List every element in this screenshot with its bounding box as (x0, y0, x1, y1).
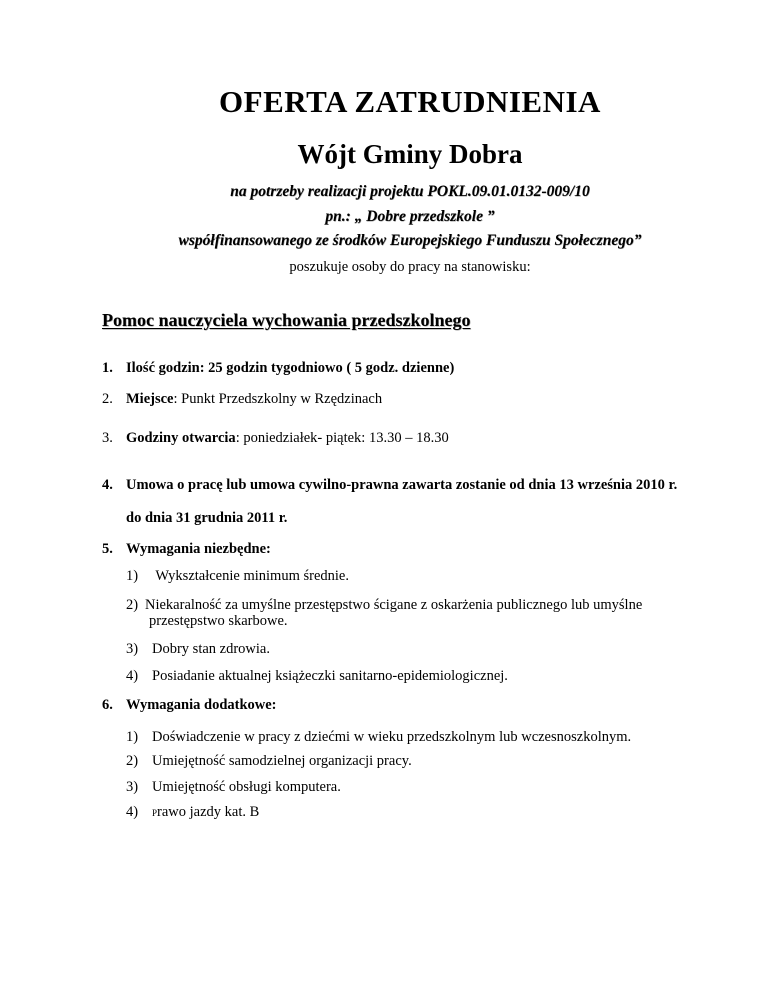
seeking-text: poszukuje osoby do pracy na stanowisku: (289, 259, 531, 275)
project-line-1: na potrzeby realizacji projektu POKL.09.01.0132-009/10 (230, 183, 590, 200)
requirement-item (126, 668, 508, 685)
sub-item-text: Umiejętność samodzielnej organizacji pracy. (152, 753, 412, 769)
additional-requirement-item (126, 753, 412, 770)
sub-item-text: Dobry stan zdrowia. (152, 641, 270, 657)
item-text: : Punkt Przedszkolny w Rzędzinach (173, 391, 383, 407)
sub-item-text: Doświadczenie w pracy z dziećmi w wieku przedszkolnym lub wczesnoszkolnym. (152, 729, 632, 745)
list-item-requirements (102, 541, 271, 558)
sub-item-text: Umiejętność obsługi komputera. (152, 779, 341, 795)
list-item-contract (102, 477, 677, 494)
requirement-item (126, 568, 349, 585)
sub-item-number: 1) (126, 729, 139, 745)
item-label: Godziny otwarcia (126, 430, 236, 446)
document-title: OFERTA ZATRUDNIENIA (219, 84, 601, 119)
item-text-line-1: Umowa o pracę lub umowa cywilno-prawna zawarta zostanie od dnia 13 września 2010 r. (126, 477, 678, 493)
additional-requirement-item (126, 779, 341, 796)
sub-item-text: rawo jazdy kat. B (157, 804, 260, 820)
sub-item-number: 3) (126, 641, 139, 657)
sub-item-number: 3) (126, 779, 139, 795)
item-number: 6. (102, 697, 113, 713)
project-line-3: współfinansowanego ze środków Europejskiego Funduszu Społecznego” (178, 232, 642, 249)
sub-item-number: 4) (126, 668, 139, 684)
list-item-hours (102, 360, 454, 377)
item-number: 2. (102, 391, 113, 407)
sub-item-number: 1) (126, 568, 139, 584)
sub-item-text: Wykształcenie minimum średnie. (152, 568, 349, 584)
sub-item-text-line-1: Niekaralność za umyślne przestępstwo ścigane z oskarżenia publicznego lub umyślne (145, 597, 643, 613)
list-item-location (102, 391, 382, 408)
item-text: Wymagania dodatkowe: (126, 697, 277, 713)
item-number: 3. (102, 430, 113, 446)
list-item-opening-hours (102, 430, 449, 447)
list-item-additional-requirements (102, 697, 277, 714)
item-label: Miejsce (126, 391, 174, 407)
document-subtitle: Wójt Gminy Dobra (297, 139, 523, 169)
item-number: 1. (102, 360, 113, 376)
additional-requirement-item (126, 804, 259, 821)
requirement-item-continuation: przestępstwo skarbowe. (149, 613, 288, 629)
item-text: : poniedziałek- piątek: 13.30 – 18.30 (235, 430, 449, 446)
item-number: 5. (102, 541, 113, 557)
position-title: Pomoc nauczyciela wychowania przedszkolnego (102, 310, 471, 330)
additional-requirement-item (126, 729, 631, 746)
requirement-item (126, 597, 642, 614)
project-line-2: pn.: „ Dobre przedszkole ” (325, 208, 495, 225)
item-text: Wymagania niezbędne: (126, 541, 271, 557)
sub-item-initial: P (152, 808, 158, 818)
requirement-item (126, 641, 270, 658)
sub-item-number: 2) (126, 597, 139, 613)
item-number: 4. (102, 477, 113, 493)
sub-item-number: 4) (126, 804, 139, 820)
sub-item-text: Posiadanie aktualnej książeczki sanitarno-epidemiologicznej. (152, 668, 508, 684)
list-item-contract-continuation: do dnia 31 grudnia 2011 r. (126, 510, 288, 526)
item-text: Ilość godzin: 25 godzin tygodniowo ( 5 godz. dzienne) (126, 360, 455, 376)
sub-item-number: 2) (126, 753, 139, 769)
